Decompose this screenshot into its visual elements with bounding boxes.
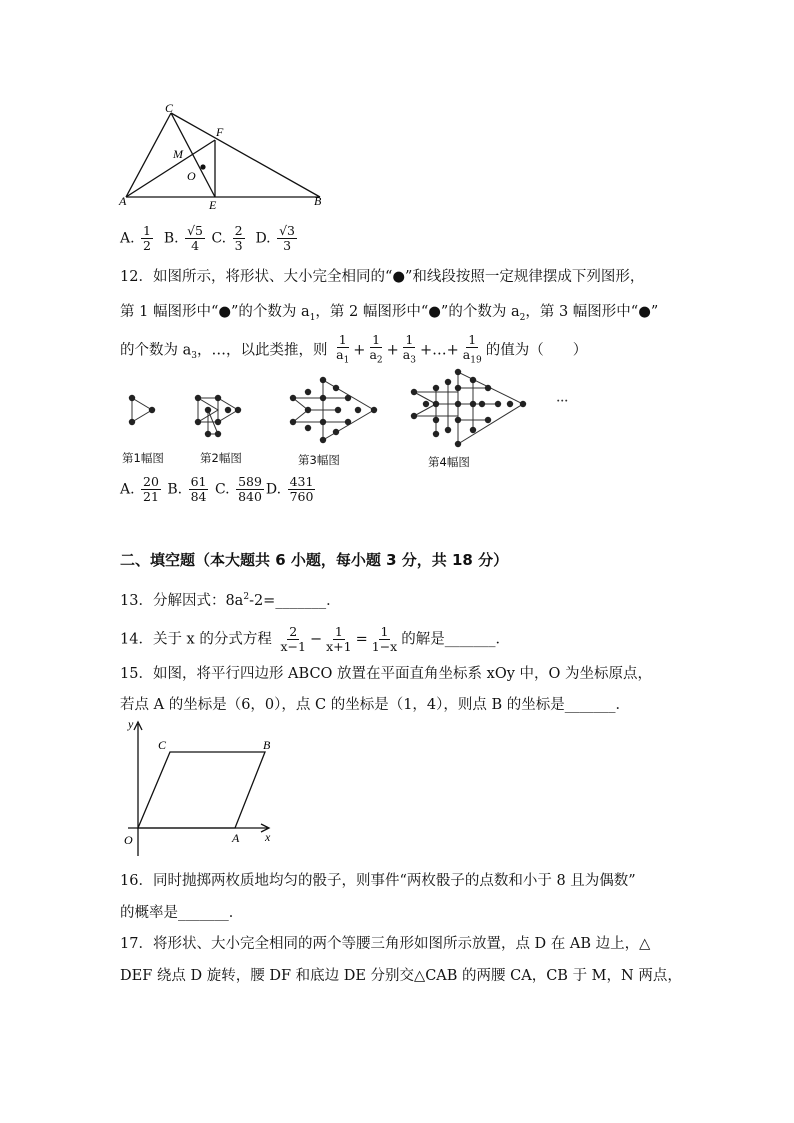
q12-options: A. $\frac{20}{21}$ B. $\frac{61}{84}$ C. $\frac{589}{840}$ D. $\frac{431}{760}$: [120, 474, 314, 504]
q17-line2: DEF 绕点 D 旋转，腰 DF 和底边 DE 分别交△CAB 的两腰 CA，CB 于 M，N 两点，: [120, 968, 682, 984]
fig-label-2: 第2幅图: [200, 451, 242, 465]
label-m: M: [173, 147, 183, 161]
q12-line3: 的个数为 $a_3$，…，以此类推，则 $\frac{1}{a_1}$ + $\frac{1}{a_2}$ + $\frac{1}{a_3}$ +…+ $\frac{1}{a_{19}}$ 的值为（ ）: [120, 332, 588, 366]
axis-y-label: y: [128, 717, 134, 731]
q11-options: A. $\frac{1}{2}$ B. $\frac{√5}{4}$ C. $\frac{2}{3}$ D. $\frac{√3}{3}$: [120, 223, 295, 253]
label-c: C: [165, 101, 174, 115]
triangle-figure: [115, 100, 330, 212]
fig-label-4: 第4幅图: [428, 455, 470, 469]
fig-label-3: 第3幅图: [298, 453, 340, 467]
q15-line2: 若点 A 的坐标是（6，0），点 C 的坐标是（1，4），则点 B 的坐标是_______．: [120, 697, 631, 713]
label-e: E: [209, 198, 217, 212]
label-a: A: [232, 831, 240, 845]
q11-frac-d: $\frac{√3}{3}$: [279, 223, 295, 253]
q11-frac-a: $\frac{1}{2}$: [143, 223, 151, 253]
q17-line1: 17．将形状、大小完全相同的两个等腰三角形如图所示放置，点 D 在 AB 边上，△: [120, 936, 651, 952]
q16-line1: 16．同时抛掷两枚质地均匀的骰子，则事件“两枚骰子的点数和小于 8 且为偶数”: [120, 873, 636, 889]
section-heading: 二、填空题（本大题共 6 小题，每小题 3 分，共 18 分）: [120, 551, 509, 569]
label-c: C: [158, 738, 167, 752]
q12-line2: 第 1 幅图形中“●”的个数为 $a_1$，第 2 幅图形中“●”的个数为 $a_2$，第 3 幅图形中“●”: [120, 304, 659, 323]
q12-line1: 12．如图所示，将形状、大小完全相同的“●”和线段按照一定规律摆成下列图形，: [120, 269, 645, 285]
ellipsis: ···: [556, 393, 568, 410]
fig-label-1: 第1幅图: [122, 451, 164, 465]
q13-line: 13．分解因式：$8a^2-2=\_\_\_\_\_\_\_$．: [120, 592, 341, 609]
axis-x-label: x: [265, 830, 271, 844]
q14-line: 14．关于 x 的分式方程 $\frac{2}{x-1}$ − $\frac{1}{x+1}$ = $\frac{1}{1-x}$ 的解是_______．: [120, 624, 510, 654]
parallelogram-figure: [118, 716, 278, 861]
dot-pattern-figures: [118, 368, 580, 448]
label-b: B: [263, 738, 271, 752]
q15-line1: 15．如图，将平行四边形 ABCO 放置在平面直角坐标系 xOy 中，O 为坐标原点，: [120, 666, 653, 682]
q16-line2: 的概率是_______．: [120, 905, 244, 921]
q11-frac-c: $\frac{2}{3}$: [234, 223, 243, 253]
label-origin: O: [124, 833, 133, 847]
label-a: A: [119, 194, 127, 208]
label-o: O: [187, 169, 196, 183]
label-f: F: [216, 125, 224, 139]
label-b: B: [314, 194, 322, 208]
q11-frac-b: $\frac{√5}{4}$: [187, 223, 203, 253]
